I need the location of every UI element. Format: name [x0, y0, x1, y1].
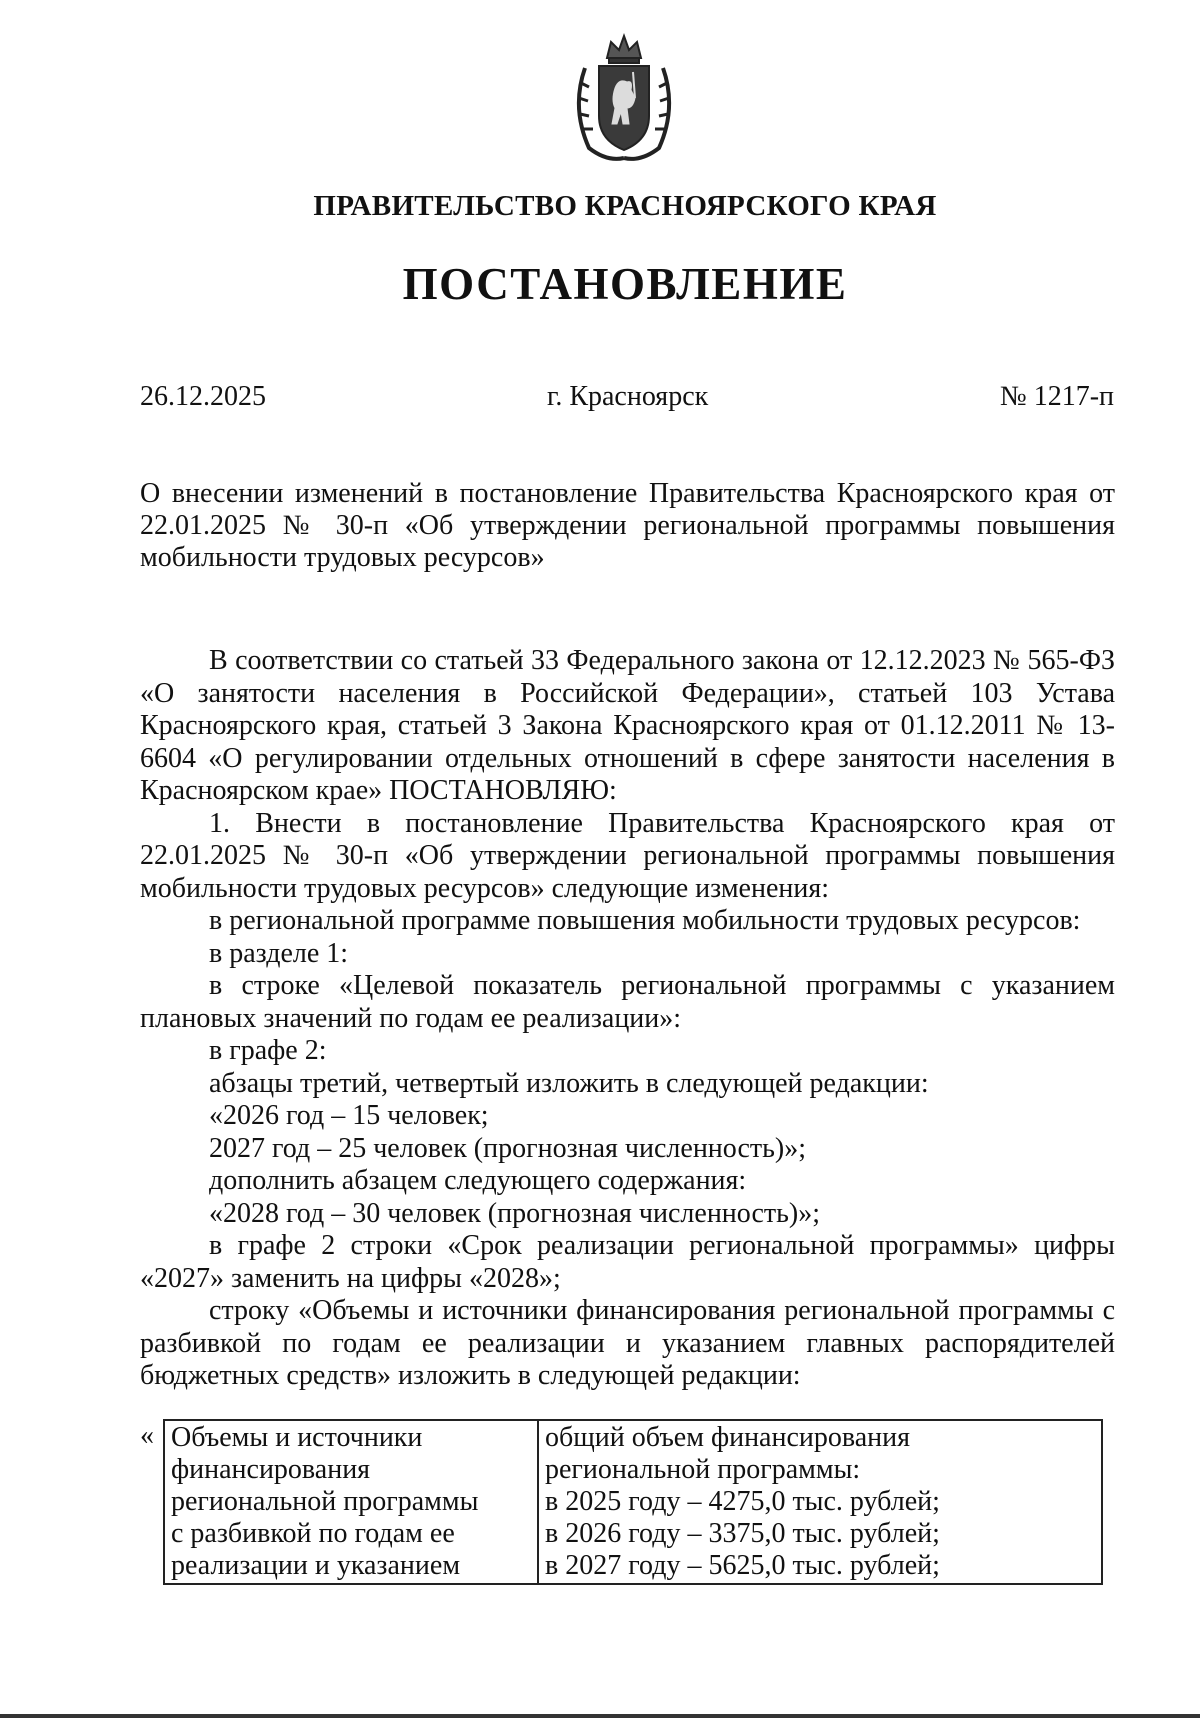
- document-number: № 1217-п: [1000, 381, 1115, 412]
- cell-line: в 2025 году – 4275,0 тыс. рублей;: [545, 1486, 940, 1517]
- financing-table: [163, 1419, 1103, 1585]
- table-open-quote: «: [140, 1420, 154, 1451]
- cell-line: в 2026 году – 3375,0 тыс. рублей;: [545, 1518, 940, 1549]
- issuing-authority: ПРАВИТЕЛЬСТВО КРАСНОЯРСКОГО КРАЯ: [313, 190, 937, 222]
- cell-line: финансирования: [171, 1454, 371, 1485]
- table-row: [164, 1420, 1102, 1584]
- cell-line: региональной программы:: [545, 1454, 861, 1485]
- paragraph: в графе 2:: [209, 1035, 327, 1066]
- paragraph: в строке «Целевой показатель региональной программы с указанием плановых значений по годам ее реализации»:: [140, 970, 1115, 1034]
- document-type-title: ПОСТАНОВЛЕНИЕ: [402, 259, 848, 309]
- paragraph: 2027 год – 25 человек (прогнозная численность)»;: [209, 1132, 807, 1164]
- paragraph: дополнить абзацем следующего содержания:: [209, 1165, 747, 1196]
- cell-line: в 2027 году – 5625,0 тыс. рублей;: [545, 1550, 940, 1581]
- document-subject: О внесении изменений в постановление Правительства Красноярского края от 22.01.2025 № 30-п «Об утверждении региональной программы повышения мобильности трудовых ресурсов»: [140, 478, 1115, 573]
- paragraph: строку «Объемы и источники финансирования региональной программы с разбивкой по годам ее реализации и указанием главных распорядителей бюджетных средств» изложить в следующей редакции:: [140, 1295, 1115, 1391]
- table-cell-value: [538, 1420, 1102, 1584]
- paragraph: 1. Внести в постановление Правительства Красноярского края от 22.01.2025 № 30-п «Об утверждении региональной программы повышения мобильности трудовых ресурсов» следующие изменения:: [140, 807, 1115, 904]
- paragraph: абзацы третий, четвертый изложить в следующей редакции:: [209, 1067, 929, 1099]
- document-date: 26.12.2025: [140, 381, 266, 412]
- paragraph: «2028 год – 30 человек (прогнозная численность)»;: [209, 1197, 821, 1229]
- cell-line: с разбивкой по годам ее: [171, 1518, 455, 1549]
- cell-line: Объемы и источники: [171, 1422, 423, 1453]
- cell-line: реализации и указанием: [171, 1550, 461, 1581]
- document-city: г. Красноярск: [547, 381, 709, 412]
- paragraph: в графе 2 строки «Срок реализации региональной программы» цифры «2027» заменить на цифры «2028»;: [140, 1230, 1115, 1294]
- paragraph: В соответствии со статьей 33 Федерального закона от 12.12.2023 № 565-ФЗ «О занятости населения в Российской Федерации», статьей 103 Устава Красноярского края, статьей 3 Закона Красноярского края от 01.12.2011 № 13-6604 «О регулировании отдельных отношений в сфере занятости населения в Красноярском крае» ПОСТАНОВЛЯЮ:: [140, 645, 1115, 806]
- scan-edge-line: [0, 1714, 1200, 1718]
- table-cell-label: [164, 1420, 538, 1584]
- paragraph: в региональной программе повышения мобильности трудовых ресурсов:: [209, 905, 1081, 936]
- cell-line: региональной программы: [171, 1486, 479, 1517]
- cell-line: общий объем финансирования: [545, 1422, 911, 1453]
- document-body: [140, 645, 1115, 1393]
- paragraph: в разделе 1:: [209, 937, 349, 969]
- paragraph: «2026 год – 15 человек;: [209, 1100, 489, 1131]
- krasnoyarsk-coat-of-arms-icon: [567, 28, 681, 168]
